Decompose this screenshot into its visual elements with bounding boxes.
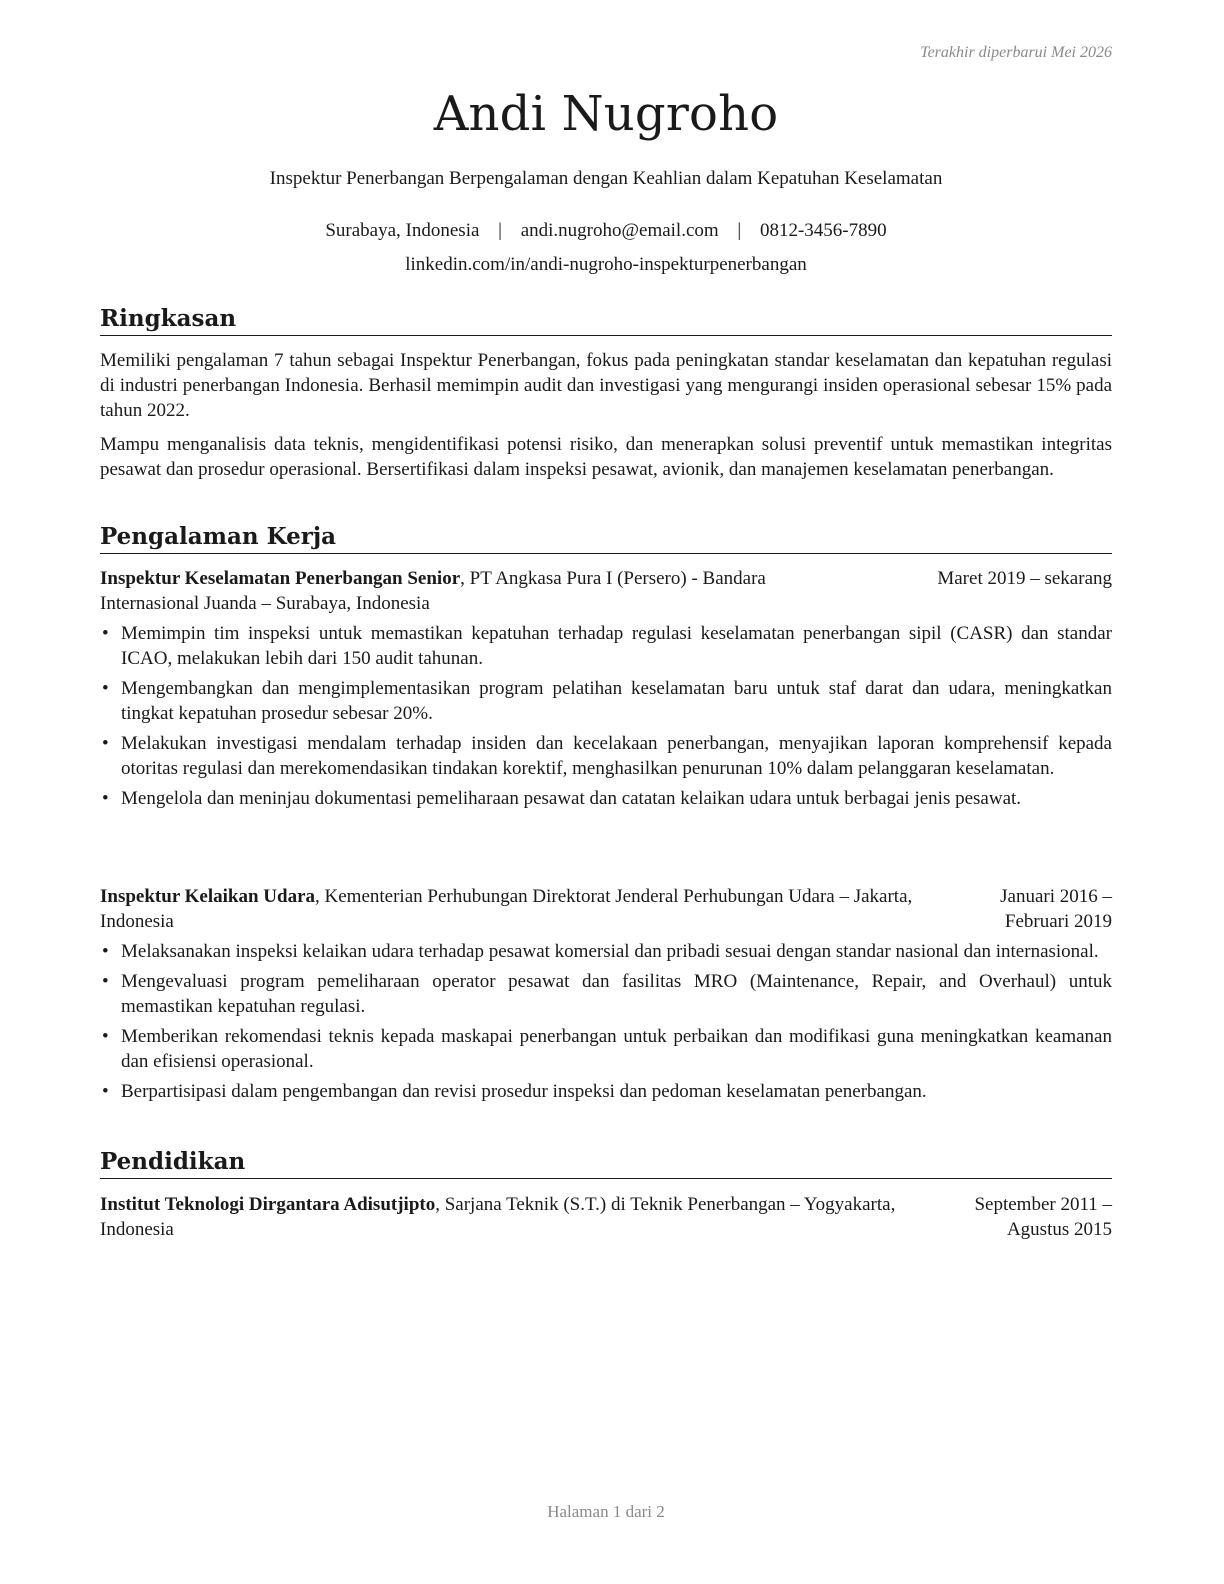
job-header	[100, 566, 1112, 616]
list-item: • Melakukan investigasi mendalam terhadap insiden dan kecelakaan penerbangan, menyajikan laporan komprehensif kepada otoritas regulasi dan merekomendasikan tindakan korektif, menghasilkan penurunan 10% dalam pelanggaran keselamatan.	[102, 733, 1112, 779]
bullet-icon: •	[102, 788, 109, 809]
section-title-experience: Pengalaman Kerja	[100, 523, 1112, 554]
list-item: • Memimpin tim inspeksi untuk memastikan kepatuhan terhadap regulasi keselamatan penerbangan sipil (CASR) dan standar ICAO, melakukan lebih dari 150 audit tahunan.	[102, 623, 1112, 669]
job-date: Januari 2016 – Februari 2019	[944, 884, 1112, 934]
job-organization: , PT Angkasa Pura I (Persero) - Bandara Internasional Juanda – Surabaya, Indonesia	[100, 568, 766, 614]
resume-page	[100, 0, 1112, 1584]
list-item: • Mengembangkan dan mengimplementasikan program pelatihan keselamatan baru untuk staf darat dan udara, meningkatkan tingkat kepatuhan prosedur sebesar 20%.	[102, 678, 1112, 724]
summary-paragraph-2: Mampu menganalisis data teknis, mengidentifikasi potensi risiko, dan menerapkan solusi preventif untuk memastikan integritas pesawat dan prosedur operasional. Bersertifikasi dalam inspeksi pesawat, avionik, dan manajemen keselamatan penerbangan.	[100, 434, 1112, 480]
job-date: Maret 2019 – sekarang	[929, 566, 1112, 591]
summary-paragraph-1: Memiliki pengalaman 7 tahun sebagai Inspektur Penerbangan, fokus pada peningkatan standar keselamatan dan kepatuhan regulasi di industri penerbangan Indonesia. Berhasil memimpin audit dan investigasi yang mengurangi insiden operasional sebesar 15% pada tahun 2022.	[100, 350, 1112, 421]
contact-separator: |	[737, 220, 742, 241]
education-date: September 2011 – Agustus 2015	[914, 1192, 1112, 1242]
job-header	[100, 884, 1112, 934]
bullet-icon: •	[102, 971, 109, 992]
candidate-tagline: Inspektur Penerbangan Berpengalaman dengan Keahlian dalam Kepatuhan Keselamatan	[269, 168, 943, 189]
last-updated: Terakhir diperbarui Mei 2026	[920, 44, 1112, 61]
bullet-icon: •	[102, 1081, 109, 1102]
list-item: • Melaksanakan inspeksi kelaikan udara terhadap pesawat komersial dan pribadi sesuai dengan standar nasional dan internasional.	[102, 941, 1099, 962]
bullet-icon: •	[102, 733, 109, 754]
section-title-education: Pendidikan	[100, 1148, 1112, 1179]
bullet-icon: •	[102, 623, 109, 644]
job-bullets	[100, 621, 1112, 816]
list-item: • Memberikan rekomendasi teknis kepada maskapai penerbangan untuk perbaikan dan modifikasi guna meningkatkan keamanan dan efisiensi operasional.	[102, 1026, 1112, 1072]
list-item: • Berpartisipasi dalam pengembangan dan revisi prosedur inspeksi dan pedoman keselamatan penerbangan.	[102, 1081, 927, 1102]
bullet-icon: •	[102, 678, 109, 699]
job-organization: , Kementerian Perhubungan Direktorat Jenderal Perhubungan Udara – Jakarta, Indonesia	[100, 886, 913, 932]
contact-separator: |	[498, 220, 502, 241]
job-role: Inspektur Keselamatan Penerbangan Senior	[100, 568, 461, 589]
job-role: Inspektur Kelaikan Udara	[100, 886, 316, 907]
page-number: Halaman 1 dari 2	[547, 1502, 665, 1521]
bullet-icon: •	[102, 1026, 109, 1047]
contact-location: Surabaya, Indonesia	[325, 220, 480, 241]
contact-line	[100, 220, 1112, 242]
section-title-summary: Ringkasan	[100, 305, 1112, 336]
list-item: • Mengelola dan meninjau dokumentasi pemeliharaan pesawat dan catatan kelaikan udara untuk berbagai jenis pesawat.	[102, 788, 1022, 809]
linkedin-link[interactable]: linkedin.com/in/andi-nugroho-inspekturpenerbangan	[405, 254, 807, 275]
contact-email[interactable]: andi.nugroho@email.com	[520, 220, 719, 241]
job-bullets	[100, 939, 1112, 1109]
school-name: Institut Teknologi Dirgantara Adisutjipto	[100, 1194, 436, 1215]
degree-info: , Sarjana Teknik (S.T.) di Teknik Penerbangan – Yogyakarta, Indonesia	[100, 1194, 896, 1240]
list-item: • Mengevaluasi program pemeliharaan operator pesawat dan fasilitas MRO (Maintenance, Repair, and Overhaul) untuk memastikan kepatuhan regulasi.	[102, 971, 1112, 1017]
contact-phone: 0812-3456-7890	[759, 220, 887, 241]
candidate-name: Andi Nugroho	[433, 86, 779, 142]
bullet-icon: •	[102, 941, 109, 962]
education-entry	[100, 1192, 1112, 1242]
